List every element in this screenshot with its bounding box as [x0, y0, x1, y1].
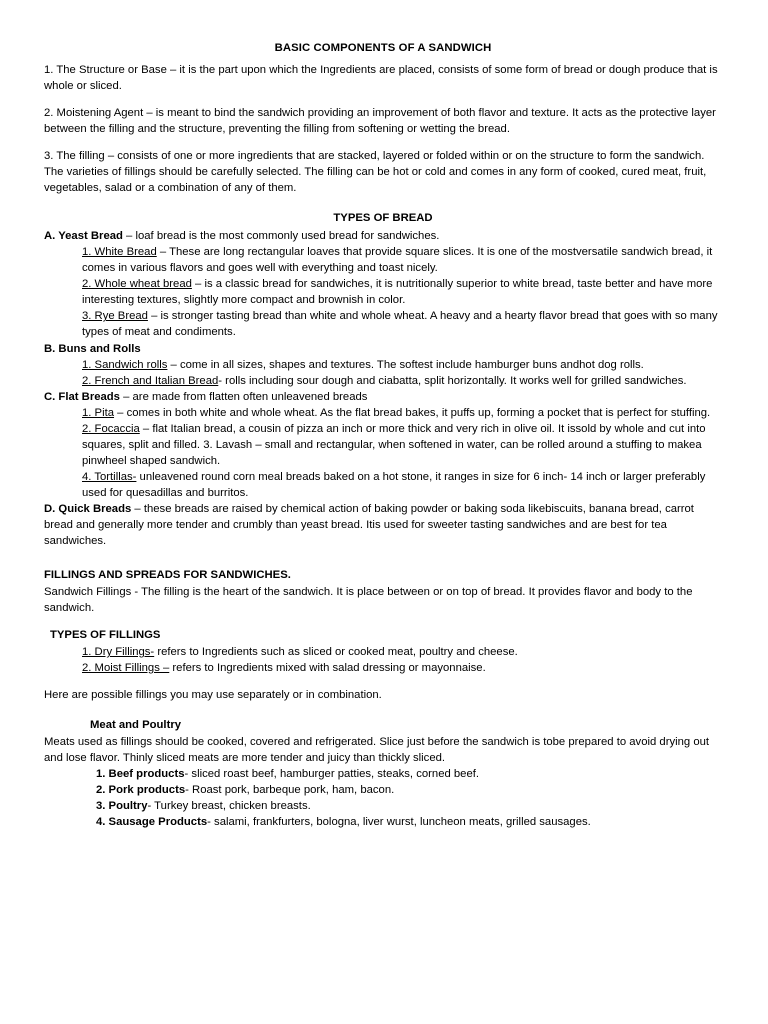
bread-group-b-label: B. Buns and Rolls	[44, 342, 141, 355]
bread-item-b2-text: - rolls including sour dough and ciabatta, split horizontally. It works well for grilled sandwiches.	[218, 374, 687, 387]
bread-item-b2-title: 2. French and Italian Bread	[82, 374, 219, 387]
bread-item-b1-title: 1. Sandwich rolls	[82, 358, 168, 371]
meat-item-3	[96, 798, 722, 814]
filling-type-2-title: 2. Moist Fillings –	[82, 662, 170, 675]
bread-item-c1-title: 1. Pita	[82, 406, 115, 419]
bread-item-c1	[82, 405, 722, 421]
bread-item-a1-text: – These are long rectangular loaves that provide square slices. It is one of the mostversatile sandwich bread, it comes in various flavors and goes well with everything and toast nicely.	[82, 246, 713, 275]
bread-group-a-label: A. Yeast Bread	[44, 230, 123, 243]
bread-item-a3	[82, 308, 722, 340]
bread-item-c1-text: – comes in both white and whole wheat. As the flat bread bakes, it puffs up, forming a pocket that is perfect for stuffing.	[114, 406, 711, 419]
types-of-fillings-heading: TYPES OF FILLINGS	[50, 629, 161, 641]
bread-group-d	[44, 501, 722, 549]
bread-item-c4-title: 4. Tortillas-	[82, 470, 137, 483]
meat-item-1-text: - sliced roast beef, hamburger patties, steaks, corned beef.	[184, 768, 480, 781]
bread-group-a	[44, 228, 722, 244]
component-paragraph-2: 2. Moistening Agent – is meant to bind the sandwich providing an improvement of both flavor and texture. It acts as the protective layer between the filling and the structure, preventing the filling from softening or wetting the bread.	[44, 107, 716, 136]
fillings-note: Here are possible fillings you may use separately or in combination.	[44, 689, 382, 702]
bread-group-d-text: – these breads are raised by chemical action of baking powder or baking soda likebiscuits, banana bread, carrot bread and generally more tender and crumbly than yeast bread. Itis used for sweeter tasting sandwiches and are best for tea sandwiches.	[44, 502, 694, 547]
bread-item-b2	[82, 373, 722, 389]
filling-type-2	[82, 660, 722, 676]
bread-group-c-text: – are made from flatten often unleavened breads	[119, 390, 368, 403]
filling-type-1-title: 1. Dry Fillings-	[82, 646, 155, 659]
filling-type-2-text: refers to Ingredients mixed with salad dressing or mayonnaise.	[169, 662, 486, 675]
meat-item-1	[96, 766, 722, 782]
component-paragraph-1: 1. The Structure or Base – it is the part upon which the Ingredients are placed, consists of some form of bread or dough produce that is whole or sliced.	[44, 64, 718, 93]
meat-item-4-text: - salami, frankfurters, bologna, liver wurst, luncheon meats, grilled sausages.	[207, 816, 591, 829]
bread-item-a3-text: – is stronger tasting bread than white and whole wheat. A heavy and a hearty flavor bread that goes with so many types of meat and condiments.	[82, 310, 718, 339]
meat-and-poultry-heading: Meat and Poultry	[90, 719, 182, 732]
bread-item-a2-title: 2. Whole wheat bread	[82, 278, 192, 291]
bread-item-b1-text: – come in all sizes, shapes and textures. The softest include hamburger buns andhot dog rolls.	[167, 358, 644, 371]
page-title: BASIC COMPONENTS OF A SANDWICH	[274, 42, 492, 54]
bread-group-d-label: D. Quick Breads	[44, 502, 132, 515]
bread-item-c4	[82, 469, 722, 501]
bread-item-c2	[82, 421, 722, 469]
bread-item-c2-text: – flat Italian bread, a cousin of pizza an inch or more thick and very rich in olive oil. It issold by whole and cut into squares, split and filled. 3. Lavash – small and rectangular, when softened in water, can be rolled around a stuffing to makea pinwheel shaped sandwich.	[82, 422, 706, 467]
meat-intro: Meats used as fillings should be cooked, covered and refrigerated. Slice just before the sandwich is tobe prepared to avoid drying out and lose flavor. Thinly sliced meats are more tender and juicy than thickly sliced.	[44, 736, 710, 765]
bread-item-c2-title: 2. Focaccia	[82, 422, 140, 435]
filling-type-1-text: refers to Ingredients such as sliced or cooked meat, poultry and cheese.	[154, 646, 518, 659]
fillings-heading: FILLINGS AND SPREADS FOR SANDWICHES.	[44, 568, 291, 581]
bread-item-a1-title: 1. White Bread	[82, 246, 157, 259]
bread-item-a2	[82, 276, 722, 308]
meat-item-2-title: 2. Pork products	[96, 784, 186, 797]
component-paragraph-3: 3. The filling – consists of one or more ingredients that are stacked, layered or folded within or on the structure to form the sandwich. The varieties of fillings should be carefully selected. The filling can be hot or cold and comes in any form of cooked, cured meat, fruit, vegetables, salad or a combination of any of them.	[44, 150, 707, 195]
meat-item-3-text: - Turkey breast, chicken breasts.	[147, 800, 311, 813]
meat-item-3-title: 3. Poultry	[96, 800, 148, 813]
meat-item-1-title: 1. Beef products	[96, 768, 185, 781]
meat-item-2-text: - Roast pork, barbeque pork, ham, bacon.	[185, 784, 395, 797]
meat-item-4-title: 4. Sausage Products	[96, 816, 208, 829]
bread-group-c	[44, 389, 722, 405]
bread-item-c4-text: unleavened round corn meal breads baked on a hot stone, it ranges in size for 6 inch- 14 inch or larger preferably used for quesadillas and burritos.	[82, 470, 706, 499]
bread-group-a-text: – loaf bread is the most commonly used bread for sandwiches.	[122, 230, 440, 243]
fillings-intro: Sandwich Fillings - The filling is the heart of the sandwich. It is place between or on top of bread. It provides flavor and body to the sandwich.	[44, 585, 693, 614]
meat-item-4	[96, 814, 722, 830]
bread-group-b	[44, 341, 722, 357]
filling-type-1	[82, 644, 722, 660]
bread-item-a1	[82, 244, 722, 276]
bread-item-a2-text: – is a classic bread for sandwiches, it is nutritionally superior to white bread, taste better and have more interesting textures, slightly more compact and brownish in color.	[82, 278, 713, 307]
meat-item-2	[96, 782, 722, 798]
bread-item-a3-title: 3. Rye Bread	[82, 310, 148, 323]
types-of-bread-heading: TYPES OF BREAD	[333, 212, 433, 225]
bread-item-b1	[82, 357, 722, 373]
bread-group-c-label: C. Flat Breads	[44, 390, 120, 403]
